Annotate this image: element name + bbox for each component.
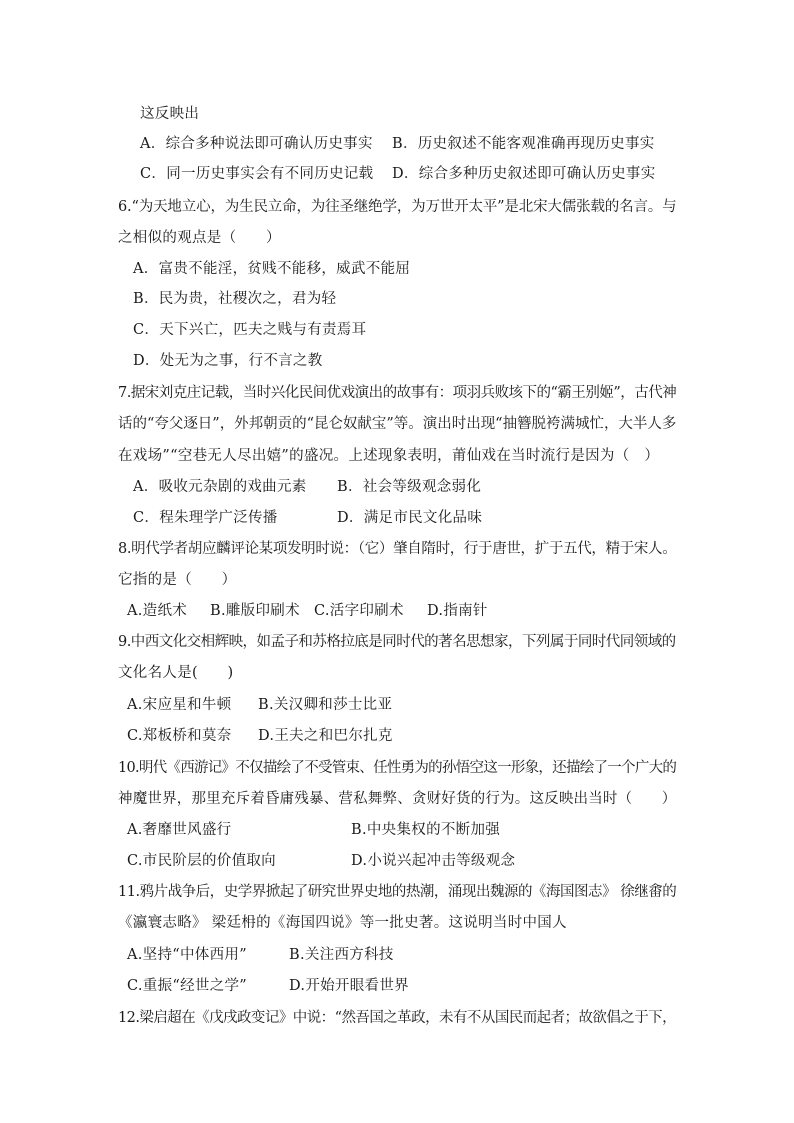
q9-option-a: A.宋应星和牛顿 bbox=[127, 697, 232, 713]
q6-stem-line2: 之相似的观点是（ ） bbox=[118, 230, 281, 246]
q7-stem-line3: 在戏场”“空巷无人尽出嬉”的盛况。上述现象表明，莆仙戏在当时流行是因为（ ） bbox=[118, 448, 660, 464]
q12-stem-line1: 12.梁启超在《戊戌政变记》中说：“然吾国之革政，未有不从国民而起者；故欲倡之于下， bbox=[118, 1010, 677, 1026]
q9-stem-line2: 文化名人是( ) bbox=[118, 665, 234, 681]
q11-option-b: B.关注西方科技 bbox=[289, 947, 394, 963]
q5-option-b: B．历史叙述不能客观准确再现历史事实 bbox=[392, 136, 655, 152]
q10-option-d: D.小说兴起冲击等级观念 bbox=[351, 853, 516, 869]
q9-option-c: C.郑板桥和莫奈 bbox=[127, 728, 232, 744]
q9-option-d: D.王夫之和巴尔扎克 bbox=[258, 728, 393, 744]
q11-option-c: C.重振“经世之学” bbox=[127, 978, 248, 994]
q10-stem-line1: 10.明代《西游记》不仅描绘了不受管束、任性勇为的孙悟空这一形象，还描绘了一个广大的 bbox=[118, 760, 677, 776]
q5-option-d: D．综合多种历史叙述即可确认历史事实 bbox=[392, 166, 656, 182]
q10-option-a: A.奢靡世风盛行 bbox=[127, 822, 232, 838]
q8-option-a: A.造纸术 bbox=[127, 603, 188, 619]
q8-option-b: B.雕版印刷术 bbox=[210, 603, 300, 619]
q6-option-c: C．天下兴亡，匹夫之贱与有责焉耳 bbox=[133, 322, 367, 338]
q10-option-c: C.市民阶层的价值取向 bbox=[127, 853, 276, 869]
q9-option-b: B.关汉卿和莎士比亚 bbox=[258, 697, 393, 713]
q5-option-c: C．同一历史事实会有不同历史记载 bbox=[140, 166, 374, 182]
q7-option-b: B．社会等级观念弱化 bbox=[337, 479, 482, 495]
q7-stem-line2: 话的“夸父逐日”，外邦朝贡的“昆仑奴献宝”等。演出时出现“抽簪脱袴满城忙，大半人多 bbox=[118, 416, 677, 432]
q11-stem-line2: 《瀛寰志略》 梁廷枏的《海国四说》等一批史著。这说明当时中国人 bbox=[118, 915, 567, 931]
q8-option-d: D.指南针 bbox=[427, 603, 488, 619]
q11-option-a: A.坚持“中体西用” bbox=[127, 947, 247, 963]
q7-option-d: D．满足市民文化品味 bbox=[337, 510, 483, 526]
q6-option-d: D．处无为之事，行不言之教 bbox=[133, 353, 323, 369]
q11-stem-line1: 11.鸦片战争后，史学界掀起了研究世界史地的热潮，涌现出魏源的《海国图志》 徐继畬的 bbox=[118, 884, 677, 900]
q8-stem-line1: 8.明代学者胡应麟评论某项发明时说：（它）肇自隋时，行于唐世，扩于五代，精于宋人。 bbox=[118, 541, 677, 557]
q5-stem-tail: 这反映出 bbox=[140, 106, 200, 122]
q6-option-b: B．民为贵，社稷次之，君为轻 bbox=[133, 291, 337, 307]
q7-option-a: A．吸收元杂剧的戏曲元素 bbox=[133, 479, 307, 495]
q10-stem-line2: 神魔世界，那里充斥着昏庸残暴、营私舞弊、贪财好货的行为。这反映出当时（ ） bbox=[118, 791, 677, 807]
q7-stem-line1: 7.据宋刘克庄记载，当时兴化民间优戏演出的故事有：项羽兵败垓下的“霸王别姬”，古代神 bbox=[118, 385, 677, 401]
q8-stem-line2: 它指的是（ ） bbox=[118, 572, 237, 588]
q6-stem-line1: 6.“为天地立心，为生民立命，为往圣继绝学，为万世开太平”是北宋大儒张载的名言。与 bbox=[118, 199, 677, 215]
q9-stem-line1: 9.中西文化交相辉映，如孟子和苏格拉底是同时代的著名思想家，下列属于同时代同领域的 bbox=[118, 634, 676, 650]
q6-option-a: A．富贵不能淫，贫贱不能移，威武不能屈 bbox=[133, 261, 411, 277]
q11-option-d: D.开始开眼看世界 bbox=[289, 978, 409, 994]
q5-option-a: A．综合多种说法即可确认历史事实 bbox=[140, 136, 373, 152]
q7-option-c: C．程朱理学广泛传播 bbox=[133, 510, 278, 526]
q10-option-b: B.中央集权的不断加强 bbox=[351, 822, 501, 838]
q8-option-c: C.活字印刷术 bbox=[314, 603, 404, 619]
